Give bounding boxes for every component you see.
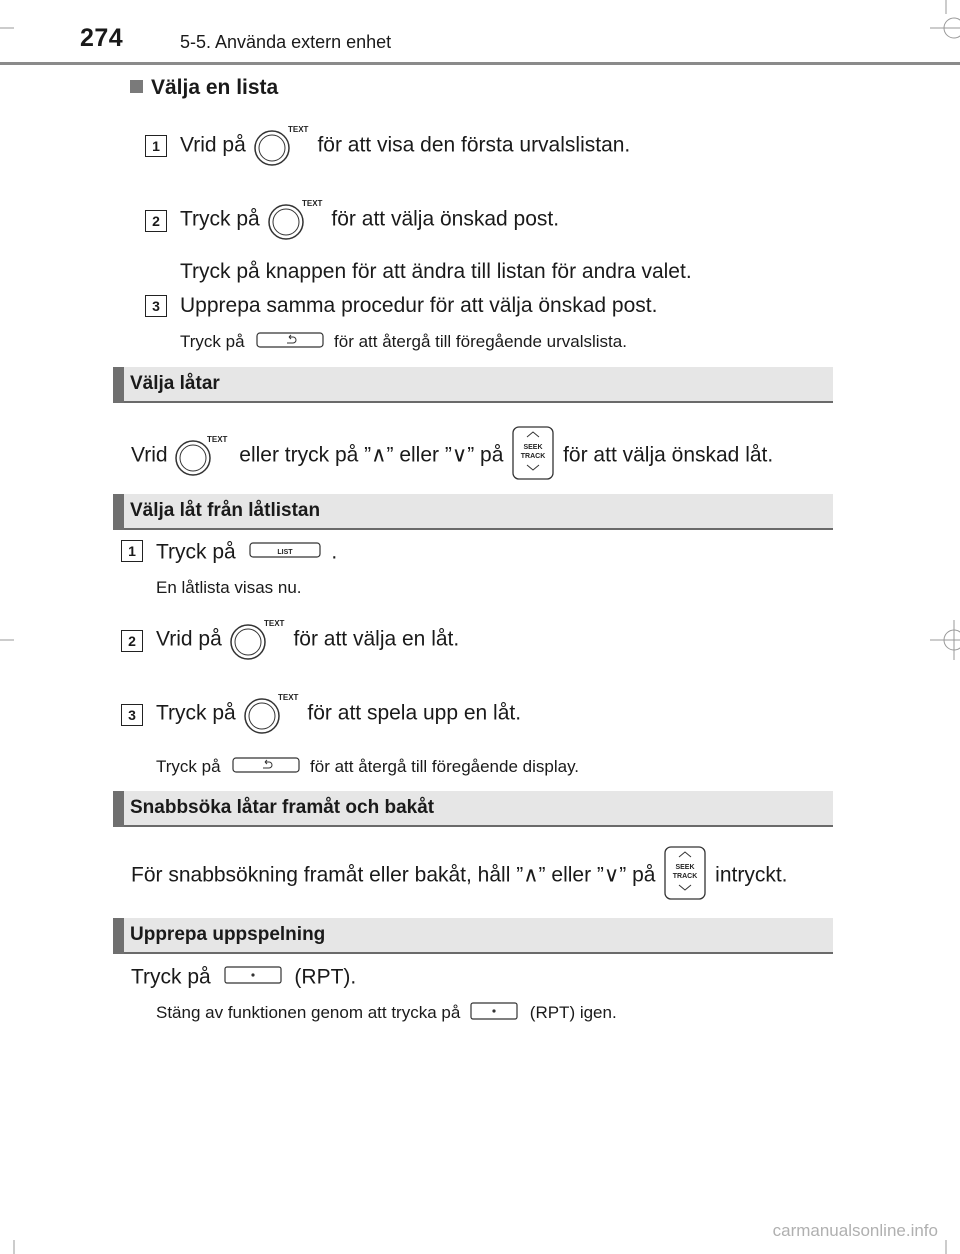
step-3-text: Upprepa samma procedur för att välja önskad post. [180, 294, 658, 317]
subheading-select-list: Välja en lista [130, 76, 278, 100]
seek-paragraph: För snabbsökning framåt eller bakåt, håll ”∧” eller ”∨” på SEEK TRACK intryckt. [131, 845, 788, 907]
note-back-display: Tryck på för att återgå till föregående display. [156, 756, 579, 779]
list-button-icon [242, 540, 326, 566]
back-button-icon [249, 331, 329, 354]
watermark: carmanualsonline.info [772, 1221, 938, 1240]
step-number: 2 [145, 210, 167, 232]
tracklist-step-1-text: Tryck på LIST . [156, 540, 337, 566]
rpt-preset-button-icon [465, 1001, 525, 1026]
section-header-repeat: Upprepa uppspelning [113, 918, 833, 954]
svg-text:SEEK: SEEK [675, 864, 695, 871]
tune-knob-icon [173, 434, 233, 478]
back-button-icon [225, 756, 305, 779]
seek-track-button-icon [661, 845, 709, 907]
tracklist-note-shown: En låtlista visas nu. [156, 578, 302, 597]
header-divider [0, 62, 960, 65]
section-header-select-tracks: Välja låtar [113, 367, 833, 403]
chapter-title: 5-5. Använda extern enhet [180, 32, 392, 52]
step-number: 3 [145, 295, 167, 317]
svg-text:TRACK: TRACK [521, 453, 546, 460]
tune-knob-icon [252, 124, 312, 168]
note-back-list: Tryck på för att återgå till föregående urvalslista. [180, 331, 627, 354]
section-header-tracklist: Välja låt från låtlistan [113, 494, 833, 530]
tracklist-step-3-text: Tryck på TEXT för att spela upp en låt. [156, 692, 521, 736]
svg-text:TEXT: TEXT [287, 125, 309, 134]
step-1-text: Vrid på TEXT för att visa den första urvalslistan. [180, 124, 630, 168]
tune-knob-icon [266, 198, 326, 242]
step-2-text: Tryck på TEXT för att välja önskad post. [180, 198, 559, 242]
repeat-paragraph: Tryck på (RPT). [131, 965, 356, 991]
tracks-paragraph: Vrid TEXT eller tryck på ”∧” eller ”∨” på SEEK TRACK för att välja önskad låt. [131, 425, 773, 487]
page-number: 274 [80, 24, 124, 52]
svg-text:TEXT: TEXT [277, 693, 299, 702]
tracklist-step-2-text: Vrid på TEXT för att välja en låt. [156, 618, 459, 662]
step-number: 1 [145, 135, 167, 157]
svg-text:TRACK: TRACK [673, 873, 698, 880]
svg-text:TEXT: TEXT [207, 435, 228, 444]
tune-knob-icon [242, 692, 302, 736]
svg-text:TEXT: TEXT [301, 199, 323, 208]
svg-text:SEEK: SEEK [523, 444, 543, 451]
step-number: 1 [121, 540, 143, 562]
svg-text:TEXT: TEXT [263, 619, 285, 628]
section-header-fast-seek: Snabbsöka låtar framåt och bakåt [113, 791, 833, 827]
svg-text:LIST: LIST [276, 549, 293, 556]
tune-knob-icon [228, 618, 288, 662]
rpt-preset-button-icon [217, 965, 289, 991]
seek-track-button-icon [509, 425, 557, 487]
step-3-preline: Tryck på knappen för att ändra till listan för andra valet. [180, 260, 692, 283]
step-number: 3 [121, 704, 143, 726]
square-bullet-icon [130, 80, 143, 93]
repeat-note: Stäng av funktionen genom att trycka på (RPT) igen. [156, 1001, 617, 1026]
step-number: 2 [121, 630, 143, 652]
